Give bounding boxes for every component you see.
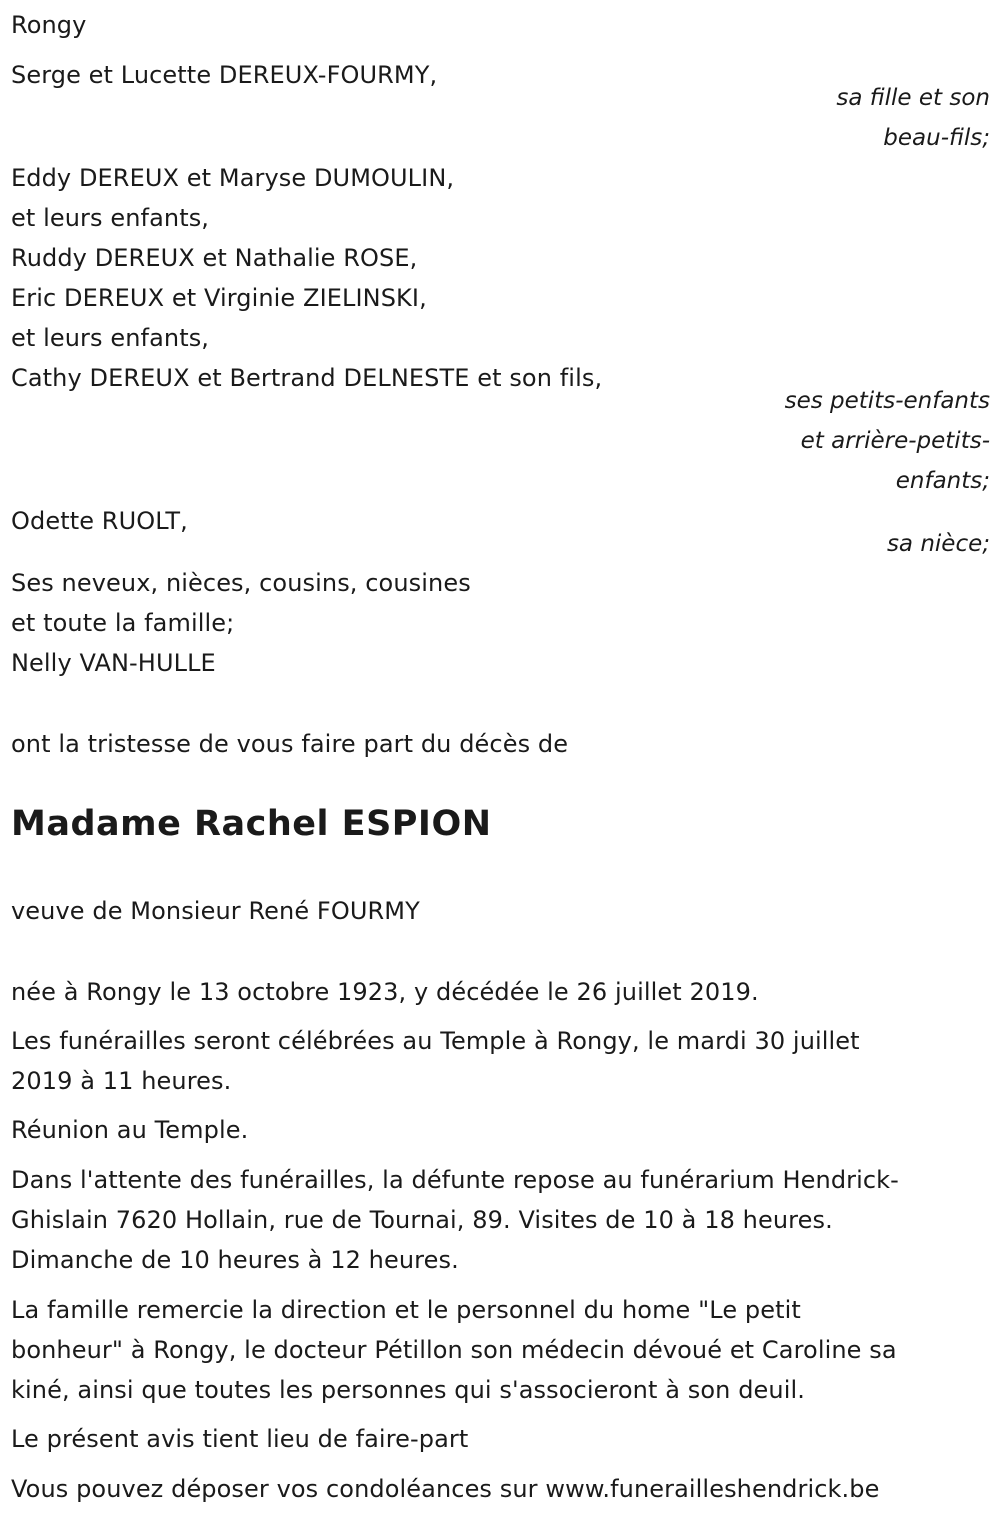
family-line-serge-lucette: Serge et Lucette DEREUX-FOURMY, (11, 61, 438, 89)
rest-info-line-1: Dans l'attente des funérailles, la défunte repose au funérarium Hendrick- (11, 1166, 899, 1194)
relation-niece: sa nièce; (886, 531, 990, 557)
family-line-nelly: Nelly VAN-HULLE (11, 649, 216, 677)
family-line-children-2: et leurs enfants, (11, 324, 210, 352)
funeral-info-line-2: 2019 à 11 heures. (11, 1067, 232, 1095)
rest-info-line-3: Dimanche de 10 heures à 12 heures. (11, 1246, 459, 1274)
thanks-line-2: bonheur" à Rongy, le docteur Pétillon son médecin dévoué et Caroline sa (11, 1336, 897, 1364)
condolences-text: Vous pouvez déposer vos condoléances sur www.funerailleshendrick.be (11, 1475, 880, 1503)
family-line-cathy-bertrand: Cathy DEREUX et Bertrand DELNESTE et son fils, (11, 364, 603, 392)
meeting-info: Réunion au Temple. (11, 1116, 249, 1144)
family-line-eric-virginie: Eric DEREUX et Virginie ZIELINSKI, (11, 284, 427, 312)
deceased-name: Madame Rachel ESPION (11, 804, 492, 844)
relation-daughter: sa fille et son (836, 85, 990, 111)
family-line-odette: Odette RUOLT, (11, 507, 188, 535)
family-line-eddy-maryse: Eddy DEREUX et Maryse DUMOULIN, (11, 164, 455, 192)
relation-grandchildren: ses petits-enfants (784, 388, 990, 414)
thanks-line-3: kiné, ainsi que toutes les personnes qui s'associeront à son deuil. (11, 1376, 805, 1404)
location: Rongy (11, 11, 87, 39)
family-line-ruddy-nathalie: Ruddy DEREUX et Nathalie ROSE, (11, 244, 418, 272)
relation-great-grandchildren-end: enfants; (895, 468, 990, 494)
thanks-line-1: La famille remercie la direction et le personnel du home "Le petit (11, 1296, 801, 1324)
funeral-info-line-1: Les funérailles seront célébrées au Temple à Rongy, le mardi 30 juillet (11, 1027, 860, 1055)
relation-son-in-law: beau-fils; (883, 125, 990, 151)
relation-great-grandchildren: et arrière-petits- (800, 428, 990, 454)
announcement-text: ont la tristesse de vous faire part du décès de (11, 730, 569, 758)
family-line-nephews: Ses neveux, nièces, cousins, cousines (11, 569, 471, 597)
notice-text: Le présent avis tient lieu de faire-part (11, 1425, 469, 1453)
rest-info-line-2: Ghislain 7620 Hollain, rue de Tournai, 89. Visites de 10 à 18 heures. (11, 1206, 833, 1234)
birth-death-dates: née à Rongy le 13 octobre 1923, y décédée le 26 juillet 2019. (11, 978, 759, 1006)
family-line-whole-family: et toute la famille; (11, 609, 235, 637)
widow-of: veuve de Monsieur René FOURMY (11, 897, 420, 925)
family-line-children-1: et leurs enfants, (11, 204, 210, 232)
